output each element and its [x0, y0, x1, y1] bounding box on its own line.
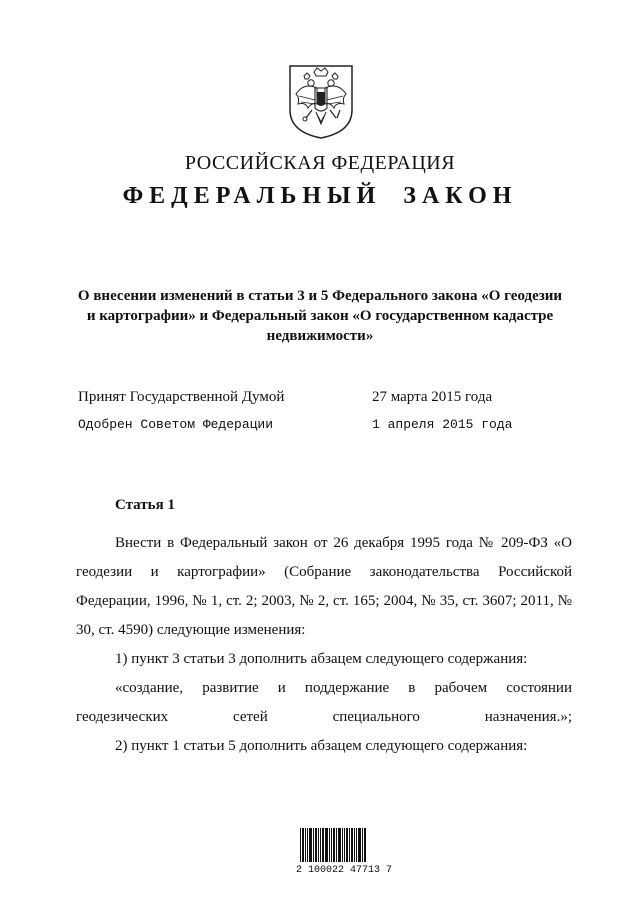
barcode-number: 2 100022 47713 7: [296, 865, 393, 876]
duma-adoption-label: Принят Государственной Думой: [78, 389, 285, 405]
council-approval-label: Одобрен Советом Федерации: [78, 417, 274, 432]
article-heading: Статья 1: [115, 497, 175, 513]
law-title-word-2: ЗАКОН: [403, 183, 518, 209]
subject-line: и картографии» и Федеральный закон «О государственном кадастре: [86, 308, 554, 324]
country-name: РОССИЙСКАЯ ФЕДЕРАЦИЯ: [184, 152, 456, 174]
subject-line: О внесении изменений в статьи 3 и 5 Федерального закона «О геодезии: [77, 288, 563, 304]
document-type-title: [0, 183, 640, 210]
council-approval-date: 1 апреля 2015 года: [372, 417, 513, 432]
subject-line: недвижимости»: [266, 328, 374, 344]
article-paragraph: Внести в Федеральный закон от 26 декабря 1995 года № 209-ФЗ «О геодезии и картографии» (Собрание законодательства Российской Федерации, 1996, № 1, ст. 2; 2003, № 2, ст. 165; 2004, № 35, ст. 3607; 2011, № 30, ст. 4590) следующие изменения:: [76, 535, 572, 638]
article-item: 2) пункт 1 статьи 5 дополнить абзацем следующего содержания:: [115, 738, 528, 754]
state-emblem-icon: [284, 60, 358, 140]
duma-adoption-date: 27 марта 2015 года: [372, 389, 493, 405]
article-quote: «создание, развитие и поддержание в рабочем состоянии геодезических сетей специального назначения.»;: [76, 680, 572, 725]
law-subject: [70, 286, 570, 346]
law-title-word-1: ФЕДЕРАЛЬНЫЙ: [122, 183, 382, 209]
article-item: 1) пункт 3 статьи 3 дополнить абзацем следующего содержания:: [115, 651, 528, 667]
article-body: [76, 529, 572, 761]
